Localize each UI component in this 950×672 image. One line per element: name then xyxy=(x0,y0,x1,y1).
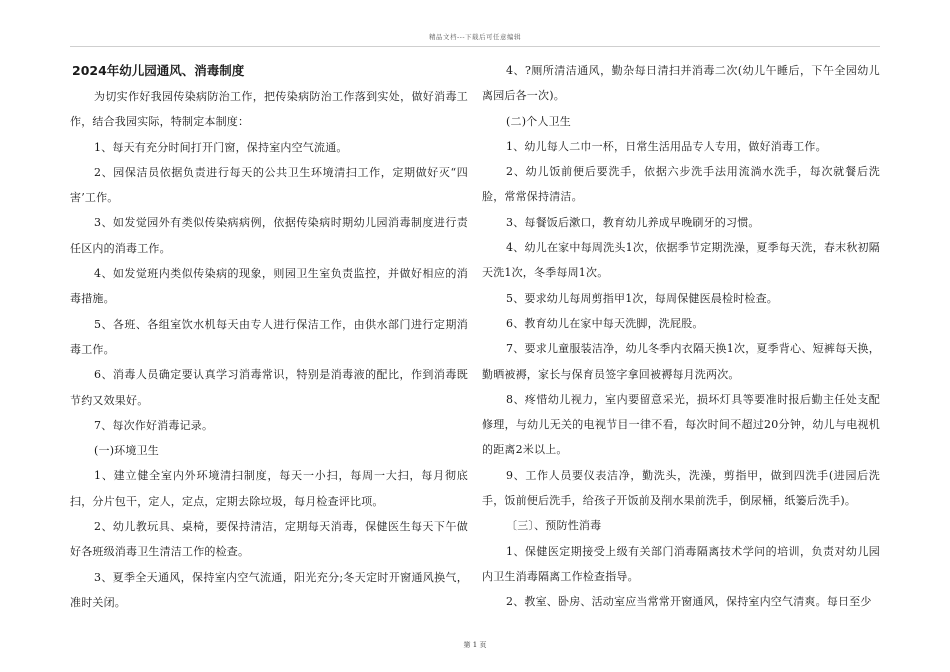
paragraph: 9、工作人员要仪表洁净，勤洗头，洗澡，剪指甲，做到四洗手(进园后洗手，饭前便后洗手，给孩子开饭前及削水果前洗手，倒尿桶，纸篓后洗手)。 xyxy=(482,468,880,508)
paragraph: 1、保健医定期接受上级有关部门消毒隔离技术学问的培训，负责对幼儿园内卫生消毒隔离工作检查指导。 xyxy=(482,544,880,583)
section-heading: (一)环境卫生 xyxy=(94,444,159,458)
paragraph: 为切实作好我园传染病防治工作，把传染病防治工作落到实处，做好消毒工作，结合我园实际，特制定本制度： xyxy=(70,90,468,129)
paragraph: 7、要求儿童服装洁净，幼儿冬季内衣隔天换1次，夏季背心、短裤每天换，勤晒被褥，家长与保育员签字拿回被褥每月洗两次。 xyxy=(482,342,880,381)
paragraph: 1、建立健全室内外环境清扫制度，每天一小扫，每周一大扫，每月彻底扫，分片包干，定人，定点，定期去除垃圾，每月检查评比项。 xyxy=(70,469,468,508)
section-heading: (二)个人卫生 xyxy=(506,114,571,128)
paragraph: 3、如发觉园外有类似传染病病例，依据传染病时期幼儿园消毒制度进行责任区内的消毒工作。 xyxy=(70,216,468,255)
paragraph: 5、要求幼儿每周剪指甲1次，每周保健医晨检时检查。 xyxy=(506,291,778,305)
paragraph: 1、幼儿每人二巾一杯，日常生活用品专人专用，做好消毒工作。 xyxy=(506,139,827,153)
page-header: 精品文档---下载后可任意编辑 xyxy=(428,33,522,41)
paragraph: 4、如发觉班内类似传染病的现象，则园卫生室负责监控，并做好相应的消毒措施。 xyxy=(70,267,468,306)
paragraph: 2、园保洁员依据负责进行每天的公共卫生环境清扫工作，定期做好灭“四害’工作。 xyxy=(70,165,468,205)
paragraph: 7、每次作好消毒记录。 xyxy=(94,418,214,432)
document-title: 2024年幼儿园通风、消毒制度 xyxy=(72,63,245,78)
paragraph: 8、疼惜幼儿视力，室内要留意采光，损坏灯具等要准时报后勤主任处支配修理，与幼儿无关的电视节目一律不看，每次时间不超过20分钟，幼儿与电视机的距离2米以上。 xyxy=(482,392,880,457)
paragraph: 1、每天有充分时间打开门窗，保持室内空气流通。 xyxy=(94,140,348,154)
paragraph: 4、?厕所清洁通风，勤杂每日清扫并消毒二次(幼儿午睡后，下午全园幼儿离园后各一次)。 xyxy=(482,64,880,103)
paragraph: 6、教育幼儿在家中每天洗脚，洗屁股。 xyxy=(506,316,704,330)
paragraph: 2、教室、卧房、活动室应当常常开窗通风，保持室内空气清爽。每日至少 xyxy=(506,595,872,609)
right-column xyxy=(482,58,880,615)
left-column xyxy=(70,58,468,615)
paragraph: 2、幼儿饭前便后要洗手，依据六步洗手法用流淌水洗手，每次就餐后洗脸，常常保持清洁。 xyxy=(482,165,880,204)
section-heading: 〔三〕、预防性消毒 xyxy=(506,519,602,533)
paragraph: 3、每餐饭后漱口，教育幼儿养成早晚刷牙的习惯。 xyxy=(506,215,760,229)
paragraph: 4、幼儿在家中每周洗头1次，依据季节定期洗澡，夏季每天洗，春末秋初隔天洗1次，冬季每周1次。 xyxy=(482,241,880,280)
paragraph: 6、消毒人员确定要认真学习消毒常识，特别是消毒液的配比，作到消毒既节约又效果好。 xyxy=(70,368,468,407)
page-number: 第 1 页 xyxy=(463,641,487,649)
header-divider xyxy=(70,46,880,47)
paragraph: 3、夏季全天通风，保持室内空气流通，阳光充分;冬天定时开窗通风换气，准时关闭。 xyxy=(70,570,468,609)
paragraph: 2、幼儿教玩具、桌椅，要保持清洁，定期每天消毒，保健医生每天下午做好各班级消毒卫生清洁工作的检查。 xyxy=(70,520,468,559)
paragraph: 5、各班、各组室饮水机每天由专人进行保洁工作，由供水部门进行定期消毒工作。 xyxy=(70,317,468,356)
